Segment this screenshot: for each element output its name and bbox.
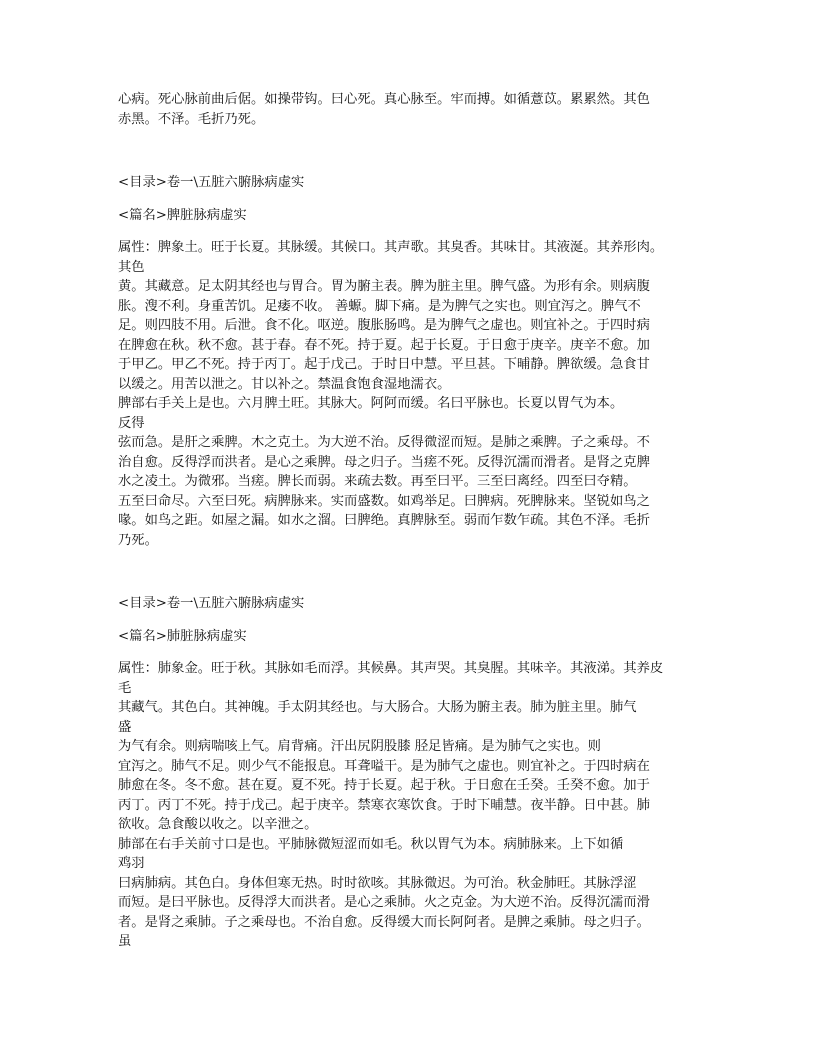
text-line: 而短。是曰平脉也。反得浮大而洪者。是心之乘肺。火之克金。为大逆不治。反得沉濡而滑	[118, 895, 650, 910]
text-line: 属性：脾象土。旺于长夏。其脉缓。其候口。其声歌。其臭香。其味甘。其液涎。其养形肉。	[118, 240, 664, 255]
text-line: 属性：肺象金。旺于秋。其脉如毛而浮。其候鼻。其声哭。其臭腥。其味辛。其液涕。其养皮	[118, 661, 664, 676]
text-line: 毛	[118, 680, 132, 696]
text-line: 丙丁。丙丁不死。持于戊己。起于庚辛。禁寒衣寒饮食。于时下晡慧。夜半静。日中甚。肺	[118, 797, 650, 813]
text-line: 以缓之。用苦以泄之。甘以补之。禁温食饱食湿地濡衣。	[118, 376, 451, 392]
chapter-title: <篇名>肺脏脉病虚实	[118, 628, 247, 644]
text-line: 治自愈。反得浮而洪者。是心之乘脾。母之归子。当瘥不死。反得沉濡而滑者。是肾之克脾	[118, 454, 650, 470]
text-line: 于甲乙。甲乙不死。持于丙丁。起于戊己。于时日中慧。平旦甚。下晡静。脾欲缓。急食甘	[118, 357, 650, 372]
section-spleen	[118, 173, 698, 550]
text-line: 赤黑。不泽。毛折乃死。	[118, 111, 265, 127]
text-line: 乃死。	[118, 532, 158, 548]
text-line: 弦而急。是肝之乘脾。木之克土。为大逆不治。反得微涩而短。是肺之乘脾。子之乘母。不	[118, 435, 650, 450]
text-line: 盛	[118, 719, 132, 735]
catalog-heading: <目录>卷一\五脏六腑脉病虚实	[118, 175, 305, 190]
text-line: 黄。其藏意。足太阴其经也与胃合。胃为腑主表。脾为脏主里。脾气盛。为形有余。则病腹	[118, 279, 650, 294]
text-line: 足。则四肢不用。后泄。食不化。呕逆。腹胀肠鸣。是为脾气之虚也。则宜补之。于四时病	[118, 318, 650, 333]
text-line: 脾部右手关上是也。六月脾土旺。其脉大。阿阿而缓。名曰平脉也。长夏以胃气为本。	[118, 396, 624, 411]
text-line: 水之凌土。为微邪。当瘥。脾长而弱。来疏去数。再至曰平。三至曰离经。四至曰夺精。	[118, 474, 637, 489]
text-line: 欲收。急食酸以收之。以辛泄之。	[118, 817, 318, 832]
text-line: 其色	[118, 259, 145, 275]
text-line: 虽	[118, 934, 132, 949]
section-lung	[118, 594, 698, 952]
text-line: 心病。死心脉前曲后倨。如操带钩。曰心死。真心脉至。牢而搏。如循薏苡。累累然。其色	[118, 92, 650, 107]
text-line: 胀。溲不利。身重苦饥。足痿不收。 善螈。脚下痛。是为脾气之实也。则宜泻之。脾气不	[118, 298, 641, 314]
text-line: 鸡羽	[118, 856, 145, 871]
text-line: 肺愈在冬。冬不愈。甚在夏。夏不死。持于长夏。起于秋。于日愈在壬癸。壬癸不愈。加于	[118, 778, 650, 793]
text-line: 宜泻之。肺气不足。则少气不能报息。耳聋嗌干。是为肺气之虚也。则宜补之。于四时病在	[118, 758, 650, 774]
section-body	[118, 659, 698, 952]
section-body	[118, 238, 698, 550]
intro-paragraph	[118, 90, 698, 129]
text-line: 曰病肺病。其色白。身体但寒无热。时时欲咳。其脉微迟。为可治。秋金肺旺。其脉浮涩	[118, 875, 637, 891]
text-line: 五至曰命尽。六至曰死。病脾脉来。实而盛数。如鸡举足。曰脾病。死脾脉来。坚锐如鸟之	[118, 493, 650, 509]
catalog-heading: <目录>卷一\五脏六腑脉病虚实	[118, 596, 305, 611]
text-line: 肺部在右手关前寸口是也。平肺脉微短涩而如毛。秋以胃气为本。病肺脉来。上下如循	[118, 836, 624, 852]
text-line: 喙。如鸟之距。如屋之漏。如水之溜。曰脾绝。真脾脉至。弱而乍数乍疏。其色不泽。毛折	[118, 513, 650, 528]
text-line: 反得	[118, 415, 145, 431]
text-line: 者。是肾之乘肺。子之乘母也。不治自愈。反得缓大而长阿阿者。是脾之乘肺。母之归子。	[118, 914, 650, 930]
text-line: 在脾愈在秋。秋不愈。甚于春。春不死。持于夏。起于长夏。于日愈于庚辛。庚辛不愈。加	[118, 337, 650, 353]
text-line: 其藏气。其色白。其神魄。手太阴其经也。与大肠合。大肠为腑主表。肺为脏主里。肺气	[118, 700, 637, 715]
text-line: 为气有余。则病喘咳上气。肩背痛。汗出尻阴股膝 胫足皆痛。是为肺气之实也。则	[118, 739, 601, 754]
chapter-title: <篇名>脾脏脉病虚实	[118, 207, 247, 223]
document-page	[118, 90, 698, 952]
